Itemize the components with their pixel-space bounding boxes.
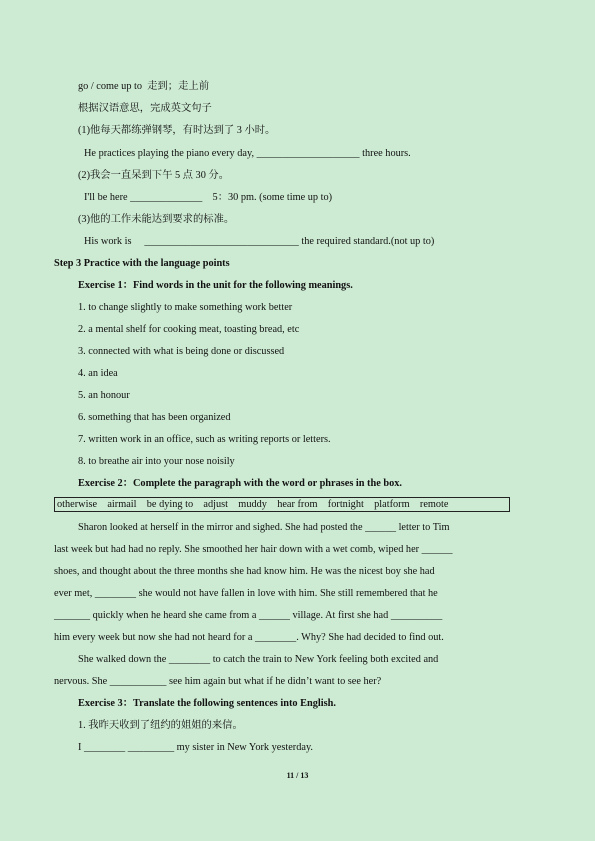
exercise2-title: Exercise 2：Complete the paragraph with the word or phrases in the box. <box>78 478 402 489</box>
paragraph-line: She walked down the ________ to catch the train to New York feeling both excited and <box>78 654 439 665</box>
exercise3-title: Exercise 3：Translate the following sentences into English. <box>78 698 336 709</box>
exercise1-item: 1. to change slightly to make something work better <box>78 302 293 313</box>
exercise1-item: 6. something that has been organized <box>78 412 231 423</box>
exercise1-title: Exercise 1：Find words in the unit for the following meanings. <box>78 280 353 291</box>
item-2-english: I'll be here ______________ 5：30 pm. (some time up to) <box>84 192 333 203</box>
paragraph-line: Sharon looked at herself in the mirror and sighed. She had posted the ______ letter to Tim <box>78 522 450 533</box>
word-box: otherwise airmail be dying to adjust muddy hear from fortnight platform remote <box>54 497 510 512</box>
paragraph-line: last week but had had no reply. She smoothed her hair down with a wet comb, wiped her ______ <box>54 544 453 555</box>
exercise1-item: 7. written work in an office, such as writing reports or letters. <box>78 434 331 445</box>
paragraph-line: shoes, and thought about the three months she had know him. He was the nicest boy she had <box>54 566 435 577</box>
item-3-english: His work is ______________________________ the required standard.(not up to) <box>84 236 435 247</box>
exercise1-item: 3. connected with what is being done or discussed <box>78 346 285 357</box>
step3-heading: Step 3 Practice with the language points <box>54 258 230 269</box>
exercise3-item-english: I ________ _________ my sister in New York yesterday. <box>78 742 313 753</box>
item-1-chinese: (1)他每天都练弹钢琴，有时达到了 3 小时。 <box>78 125 276 136</box>
phrase-line: go / come up to 走到；走上前 <box>78 81 209 92</box>
item-1-english: He practices playing the piano every day, ____________________ three hours. <box>84 148 411 159</box>
paragraph-line: nervous. She ___________ see him again but what if he didn’t want to see her? <box>54 676 382 687</box>
item-3-chinese: (3)他的工作未能达到要求的标准。 <box>78 214 235 225</box>
exercise1-item: 5. an honour <box>78 390 130 401</box>
exercise1-item: 2. a mental shelf for cooking meat, toasting bread, etc <box>78 324 300 335</box>
exercise1-item: 4. an idea <box>78 368 118 379</box>
item-2-chinese: (2)我会一直呆到下午 5 点 30 分。 <box>78 170 230 181</box>
paragraph-line: _______ quickly when he heard she came from a ______ village. At first she had __________ <box>54 610 443 621</box>
exercise3-item-chinese: 1. 我昨天收到了纽约的姐姐的来信。 <box>78 720 243 731</box>
paragraph-line: ever met, ________ she would not have fallen in love with him. She still remembered that he <box>54 588 438 599</box>
exercise1-item: 8. to breathe air into your nose noisily <box>78 456 235 467</box>
page-number: 11 / 13 <box>286 771 309 780</box>
paragraph-line: him every week but now she had not heard for a ________. Why? She had decided to find out. <box>54 632 444 643</box>
instruction-line: 根据汉语意思，完成英文句子 <box>78 103 212 114</box>
